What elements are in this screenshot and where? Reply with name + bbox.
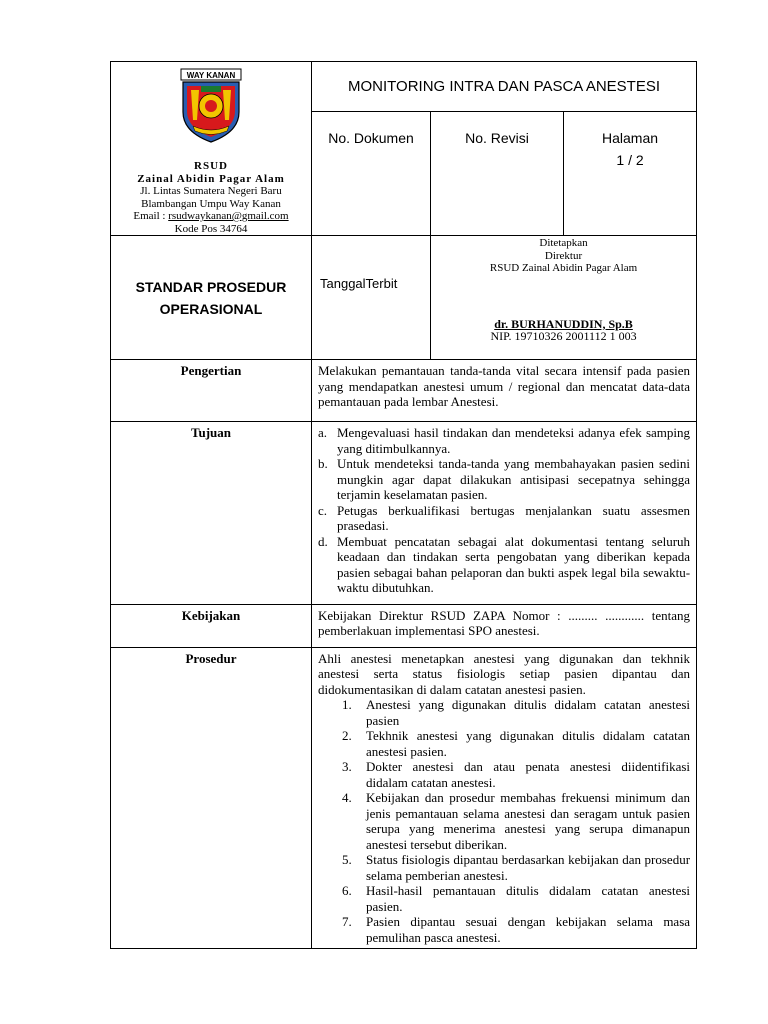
list-item: [342, 697, 690, 728]
list-marker: b.: [318, 456, 328, 471]
list-item-text: Dokter anestesi dan atau penata anestesi diidentifikasi didalam catatan anestesi.: [366, 759, 691, 790]
postal-code: Kode Pos 34764: [174, 222, 248, 235]
list-item-text: Status fisiologis dipantau berdasarkan kebijakan dan prosedur selama pemberian anestesi.: [366, 852, 691, 883]
kebijakan-text: Kebijakan Direktur RSUD ZAPA Nomor : ......... ............ tentang pemberlakuan implementasi SPO anestesi.: [312, 604, 697, 647]
prosedur-intro: Ahli anestesi menetapkan anestesi yang digunakan dan tekhnik anestesi serta status fisiologis setiap pasien dipantau dan didokumentasikan di dalam catatan anestesi pasien.: [318, 650, 691, 697]
approval-signature-cell: [431, 236, 697, 360]
list-marker: 1.: [342, 697, 352, 712]
sop-title-line-2: OPERASIONAL: [159, 300, 263, 317]
list-item-text: Hasil-hasil pemantauan ditulis didalam catatan anestesi pasien.: [366, 883, 691, 914]
pengertian-text: Melakukan pemantauan tanda-tanda vital secara intensif pada pasien yang mendapatkan anestesi umum / regional dan mencatat data-data pemantauan pada lembar Anestesi.: [312, 360, 697, 422]
list-marker: 4.: [342, 790, 352, 805]
direktur-label: Direktur: [544, 249, 583, 262]
list-item: [342, 852, 690, 883]
list-item-text: Mengevaluasi hasil tindakan dan mendeteksi adanya efek samping yang ditimbulkannya.: [337, 425, 691, 456]
tanggal-terbit: TanggalTerbit: [312, 236, 431, 360]
rsud-full-name: RSUD Zainal Abidin Pagar Alam: [489, 262, 638, 274]
kebijakan-label: Kebijakan: [111, 604, 312, 647]
prosedur-content: [312, 647, 697, 949]
list-item-text: Untuk mendeteksi tanda-tanda yang membahayakan pasien sedini mungkin agar dapat dilakukan antisipasi secepatnya sehingga terjamin keselamatan pasien.: [337, 456, 691, 502]
list-marker: a.: [318, 425, 328, 440]
list-item-text: Tekhnik anestesi yang digunakan ditulis didalam catatan anestesi pasien.: [366, 728, 691, 759]
list-item-text: Anestesi yang digunakan ditulis didalam catatan anestesi pasien: [366, 697, 691, 728]
list-item: [342, 914, 690, 945]
pengertian-label: Pengertian: [111, 360, 312, 422]
list-item-text: Membuat pencatatan sebagai alat dokumentasi tentang seluruh keadaan dan tindakan serta pengobatan yang diberikan kepada pasien sebagai bahan pelaporan dan bukti aspek legal bila sewaktu-waktu dibutuhkan.: [337, 533, 691, 595]
ditetapkan-label: Ditetapkan: [539, 237, 588, 249]
list-item-text: Pasien dipantau sesuai dengan kebijakan selama masa pemulihan pasca anestesi.: [366, 914, 691, 945]
tujuan-list: [318, 425, 690, 596]
sop-document: [110, 61, 696, 949]
list-item: [342, 790, 690, 852]
list-item: [318, 503, 690, 534]
list-marker: d.: [318, 533, 328, 549]
no-revisi-label: No. Revisi: [465, 129, 529, 146]
no-dokumen-cell: [312, 111, 431, 235]
list-item: [342, 728, 690, 759]
document-title: MONITORING INTRA DAN PASCA ANESTESI: [312, 62, 697, 112]
halaman-label: Halaman: [602, 129, 659, 146]
tujuan-label: Tujuan: [111, 422, 312, 605]
email-link[interactable]: rsudwaykanan@gmail.com: [168, 210, 289, 222]
list-marker: 3.: [342, 759, 352, 774]
list-item: [342, 759, 690, 790]
hospital-name: Zainal Abidin Pagar Alam: [137, 172, 285, 185]
no-revisi-cell: [431, 111, 564, 235]
list-marker: c.: [318, 502, 328, 518]
sop-title-line-1: STANDAR PROSEDUR: [135, 278, 287, 295]
hospital-identity-cell: [111, 62, 312, 236]
regency-emblem-icon: [171, 68, 251, 144]
email-label: Email :: [133, 210, 169, 222]
list-item-text: Petugas berkualifikasi bertugas menjalankan suatu assesmen prasedasi.: [337, 502, 691, 533]
tujuan-content: [312, 422, 697, 605]
list-item: [318, 534, 690, 596]
halaman-value: 1 / 2: [616, 151, 644, 168]
list-marker: 7.: [342, 914, 352, 929]
signer-name: dr. BURHANUDDIN, Sp.B: [494, 316, 633, 331]
list-marker: 6.: [342, 883, 352, 898]
list-item-text: Kebijakan dan prosedur membahas frekuensi minimum dan jenis pemantauan selama anestesi dan seragam untuk pasien serupa yang menerima anestesi yang serupa dimanapun anestesi tersebut diberikan.: [366, 790, 691, 852]
list-marker: 5.: [342, 852, 352, 867]
list-item: [318, 425, 690, 456]
prosedur-steps: [318, 697, 690, 945]
address-line-1: Jl. Lintas Sumatera Negeri Baru: [140, 185, 282, 197]
halaman-cell: [564, 111, 697, 235]
list-item: [318, 456, 690, 503]
way-kanan-logo: [111, 62, 311, 154]
sop-title-cell: [111, 236, 312, 360]
email-line: [111, 210, 311, 223]
logo-text: WAY KANAN: [186, 71, 236, 80]
hospital-short-name: RSUD: [194, 160, 228, 172]
prosedur-label: Prosedur: [111, 647, 312, 949]
list-item: [342, 883, 690, 914]
address-line-2: Blambangan Umpu Way Kanan: [141, 197, 281, 210]
list-marker: 2.: [342, 728, 352, 743]
signer-nip: NIP. 19710326 2001112 1 003: [490, 329, 637, 343]
sop-table: [110, 61, 697, 949]
no-dokumen-label: No. Dokumen: [328, 129, 414, 146]
